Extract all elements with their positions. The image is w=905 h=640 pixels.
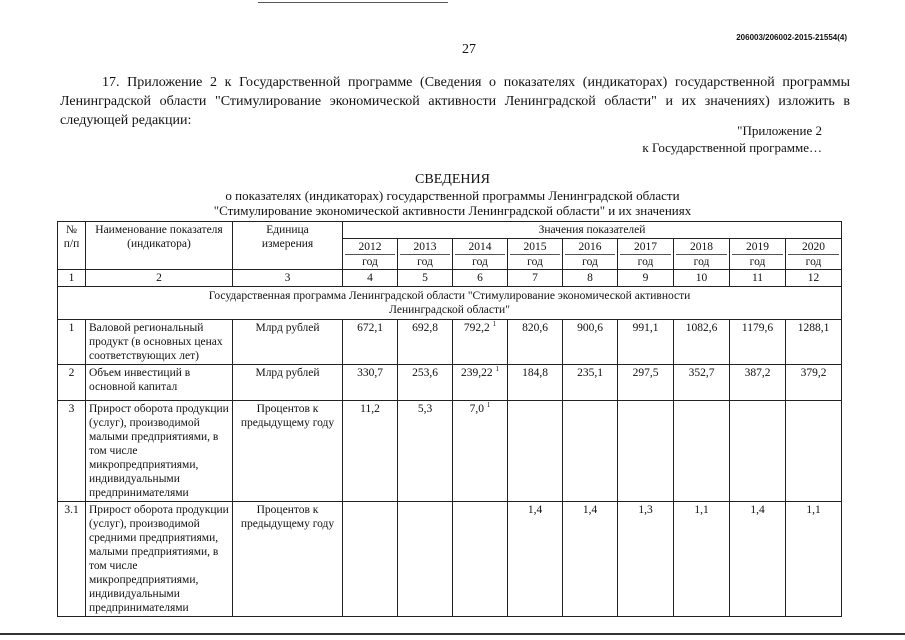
value-text: 239,22 [461, 367, 493, 379]
indicator-name: Прирост оборота продукции (услуг), производимой средними предприятиями, малыми предприятиями, в том числе микропредприятиями, индивидуальными предпринимателями [86, 502, 233, 617]
value-cell [453, 502, 508, 617]
value-cell [508, 401, 563, 502]
year-header-2019 [730, 239, 786, 270]
year-suffix: год [788, 254, 839, 269]
year-value: 2012 [358, 241, 382, 253]
year-suffix: год [620, 254, 671, 269]
value-cell [453, 401, 508, 502]
value-cell [398, 401, 453, 502]
value-cell [786, 401, 842, 502]
value-text: 1,4 [582, 504, 598, 516]
value-cell [563, 401, 618, 502]
value-text: 792,2 [463, 322, 490, 334]
value-text: 1082,6 [685, 322, 718, 334]
value-cell [508, 365, 563, 401]
value-cell [786, 320, 842, 365]
value-text: 1288,1 [797, 322, 830, 334]
value-cell [563, 320, 618, 365]
indicators-table [57, 221, 842, 617]
value-text: 1,4 [527, 504, 543, 516]
indicator-name: Объем инвестиций в основной капитал [86, 365, 233, 401]
value-cell [618, 320, 674, 365]
value-cell [786, 365, 842, 401]
header-unit: Единица измерения [233, 222, 343, 270]
value-text: 1,3 [638, 504, 653, 516]
year-suffix: год [345, 254, 395, 269]
year-suffix: год [676, 254, 727, 269]
year-suffix: год [455, 254, 505, 269]
row-number: 1 [58, 320, 86, 365]
value-cell [730, 365, 786, 401]
value-cell [618, 502, 674, 617]
appendix-reference [640, 122, 822, 156]
value-cell [786, 502, 842, 617]
table-row [58, 502, 842, 617]
value-text: 1,4 [750, 504, 765, 516]
value-cell [343, 365, 398, 401]
value-cell [343, 401, 398, 502]
row-number: 2 [58, 365, 86, 401]
year-value: 2015 [523, 241, 547, 253]
column-number: 12 [786, 270, 842, 287]
value-text: 11,2 [360, 403, 380, 415]
year-header-2015 [508, 239, 563, 270]
value-text: 330,7 [357, 367, 383, 379]
value-text: 1179,6 [741, 322, 774, 334]
year-suffix: год [400, 254, 450, 269]
value-text: 379,2 [800, 367, 827, 379]
table-subtitle-2: "Стимулирование экономической активности Ленинградской области" и их значениях [213, 203, 692, 218]
value-text: 184,8 [522, 367, 548, 379]
appendix-line-2: к Государственной программе… [642, 140, 822, 155]
value-cell [674, 320, 730, 365]
value-text: 1,1 [806, 504, 821, 516]
unit-cell: Млрд рублей [233, 365, 343, 401]
value-cell [398, 502, 453, 617]
value-text: 387,2 [744, 367, 771, 379]
year-suffix: год [565, 254, 615, 269]
value-text: 297,5 [632, 367, 659, 379]
year-header-2013 [398, 239, 453, 270]
year-suffix: год [732, 254, 783, 269]
value-cell [453, 320, 508, 365]
program-title: Государственная программа Ленинградской области "Стимулирование экономической активности Ленинградской области" [58, 287, 842, 320]
bottom-rule [0, 633, 905, 635]
year-header-2017 [618, 239, 674, 270]
year-value: 2019 [746, 241, 769, 253]
document-id: 206003/206002-2015-21554(4) [736, 33, 847, 42]
column-number: 5 [398, 270, 453, 287]
value-cell [730, 401, 786, 502]
footnote-mark: 1 [492, 320, 497, 329]
value-cell [453, 365, 508, 401]
value-cell [618, 401, 674, 502]
column-number: 3 [233, 270, 343, 287]
value-cell [674, 502, 730, 617]
year-header-2012 [343, 239, 398, 270]
value-text: 1,1 [694, 504, 709, 516]
appendix-line-1: "Приложение 2 [737, 123, 822, 138]
column-number: 11 [730, 270, 786, 287]
page-number: 27 [462, 42, 476, 57]
amendment-paragraph: 17. Приложение 2 к Государственной программе (Сведения о показателях (индикаторах) государственной программы Ленинградской области "Стимулирование экономической активности Ленинградской области" и их значениях) изложить в следующей редакции: [60, 75, 850, 128]
column-number-row [58, 270, 842, 287]
unit-cell: Млрд рублей [233, 320, 343, 365]
year-value: 2018 [690, 241, 713, 253]
value-cell [508, 502, 563, 617]
year-header-2018 [674, 239, 730, 270]
year-value: 2016 [578, 241, 602, 253]
value-text: 692,8 [412, 322, 438, 334]
column-number: 1 [58, 270, 86, 287]
value-cell [618, 365, 674, 401]
indicator-name: Прирост оборота продукции (услуг), производимой малыми предприятиями, в том числе микропредприятиями, индивидуальными предпринимателями [86, 401, 233, 502]
value-text: 7,0 [469, 403, 484, 415]
unit-cell: Процентов к предыдущему году [233, 401, 343, 502]
value-text: 352,7 [688, 367, 715, 379]
value-text: 672,1 [357, 322, 383, 334]
footnote-mark: 1 [495, 365, 499, 374]
column-number: 9 [618, 270, 674, 287]
value-text: 900,6 [577, 322, 603, 334]
header-row [58, 222, 842, 239]
table-row [58, 365, 842, 401]
header-num: № п/п [58, 222, 86, 270]
column-number: 7 [508, 270, 563, 287]
value-cell [508, 320, 563, 365]
header-name: Наименование показателя (индикатора) [86, 222, 233, 270]
value-text: 820,6 [522, 322, 548, 334]
top-rule [258, 2, 448, 3]
column-number: 8 [563, 270, 618, 287]
value-cell [563, 365, 618, 401]
footnote-mark: 1 [486, 401, 491, 410]
value-cell [398, 365, 453, 401]
value-cell [343, 320, 398, 365]
value-text: 5,3 [417, 403, 433, 415]
value-cell [730, 502, 786, 617]
year-header-2020 [786, 239, 842, 270]
table-row [58, 320, 842, 365]
year-value: 2020 [802, 241, 826, 253]
value-cell [674, 401, 730, 502]
year-value: 2013 [413, 241, 437, 253]
value-cell [563, 502, 618, 617]
value-cell [674, 365, 730, 401]
program-row [58, 287, 842, 320]
table-subtitle-1: о показателях (индикаторах) государственной программы Ленинградской области [225, 188, 680, 203]
year-suffix: год [510, 254, 560, 269]
value-text: 235,1 [577, 367, 603, 379]
column-number: 2 [86, 270, 233, 287]
value-cell [730, 320, 786, 365]
column-number: 10 [674, 270, 730, 287]
value-cell [343, 502, 398, 617]
year-value: 2017 [634, 241, 657, 253]
row-number: 3 [58, 401, 86, 502]
year-header-2016 [563, 239, 618, 270]
row-number: 3.1 [58, 502, 86, 617]
year-header-2014 [453, 239, 508, 270]
table-title: СВЕДЕНИЯ [415, 172, 490, 187]
indicator-name: Валовой региональный продукт (в основных ценах соответствующих лет) [86, 320, 233, 365]
year-value: 2014 [468, 241, 492, 253]
value-text: 991,1 [632, 322, 659, 334]
value-cell [398, 320, 453, 365]
header-values: Значения показателей [343, 222, 842, 239]
unit-cell: Процентов к предыдущему году [233, 502, 343, 617]
value-text: 253,6 [412, 367, 438, 379]
column-number: 4 [343, 270, 398, 287]
table-row [58, 401, 842, 502]
column-number: 6 [453, 270, 508, 287]
